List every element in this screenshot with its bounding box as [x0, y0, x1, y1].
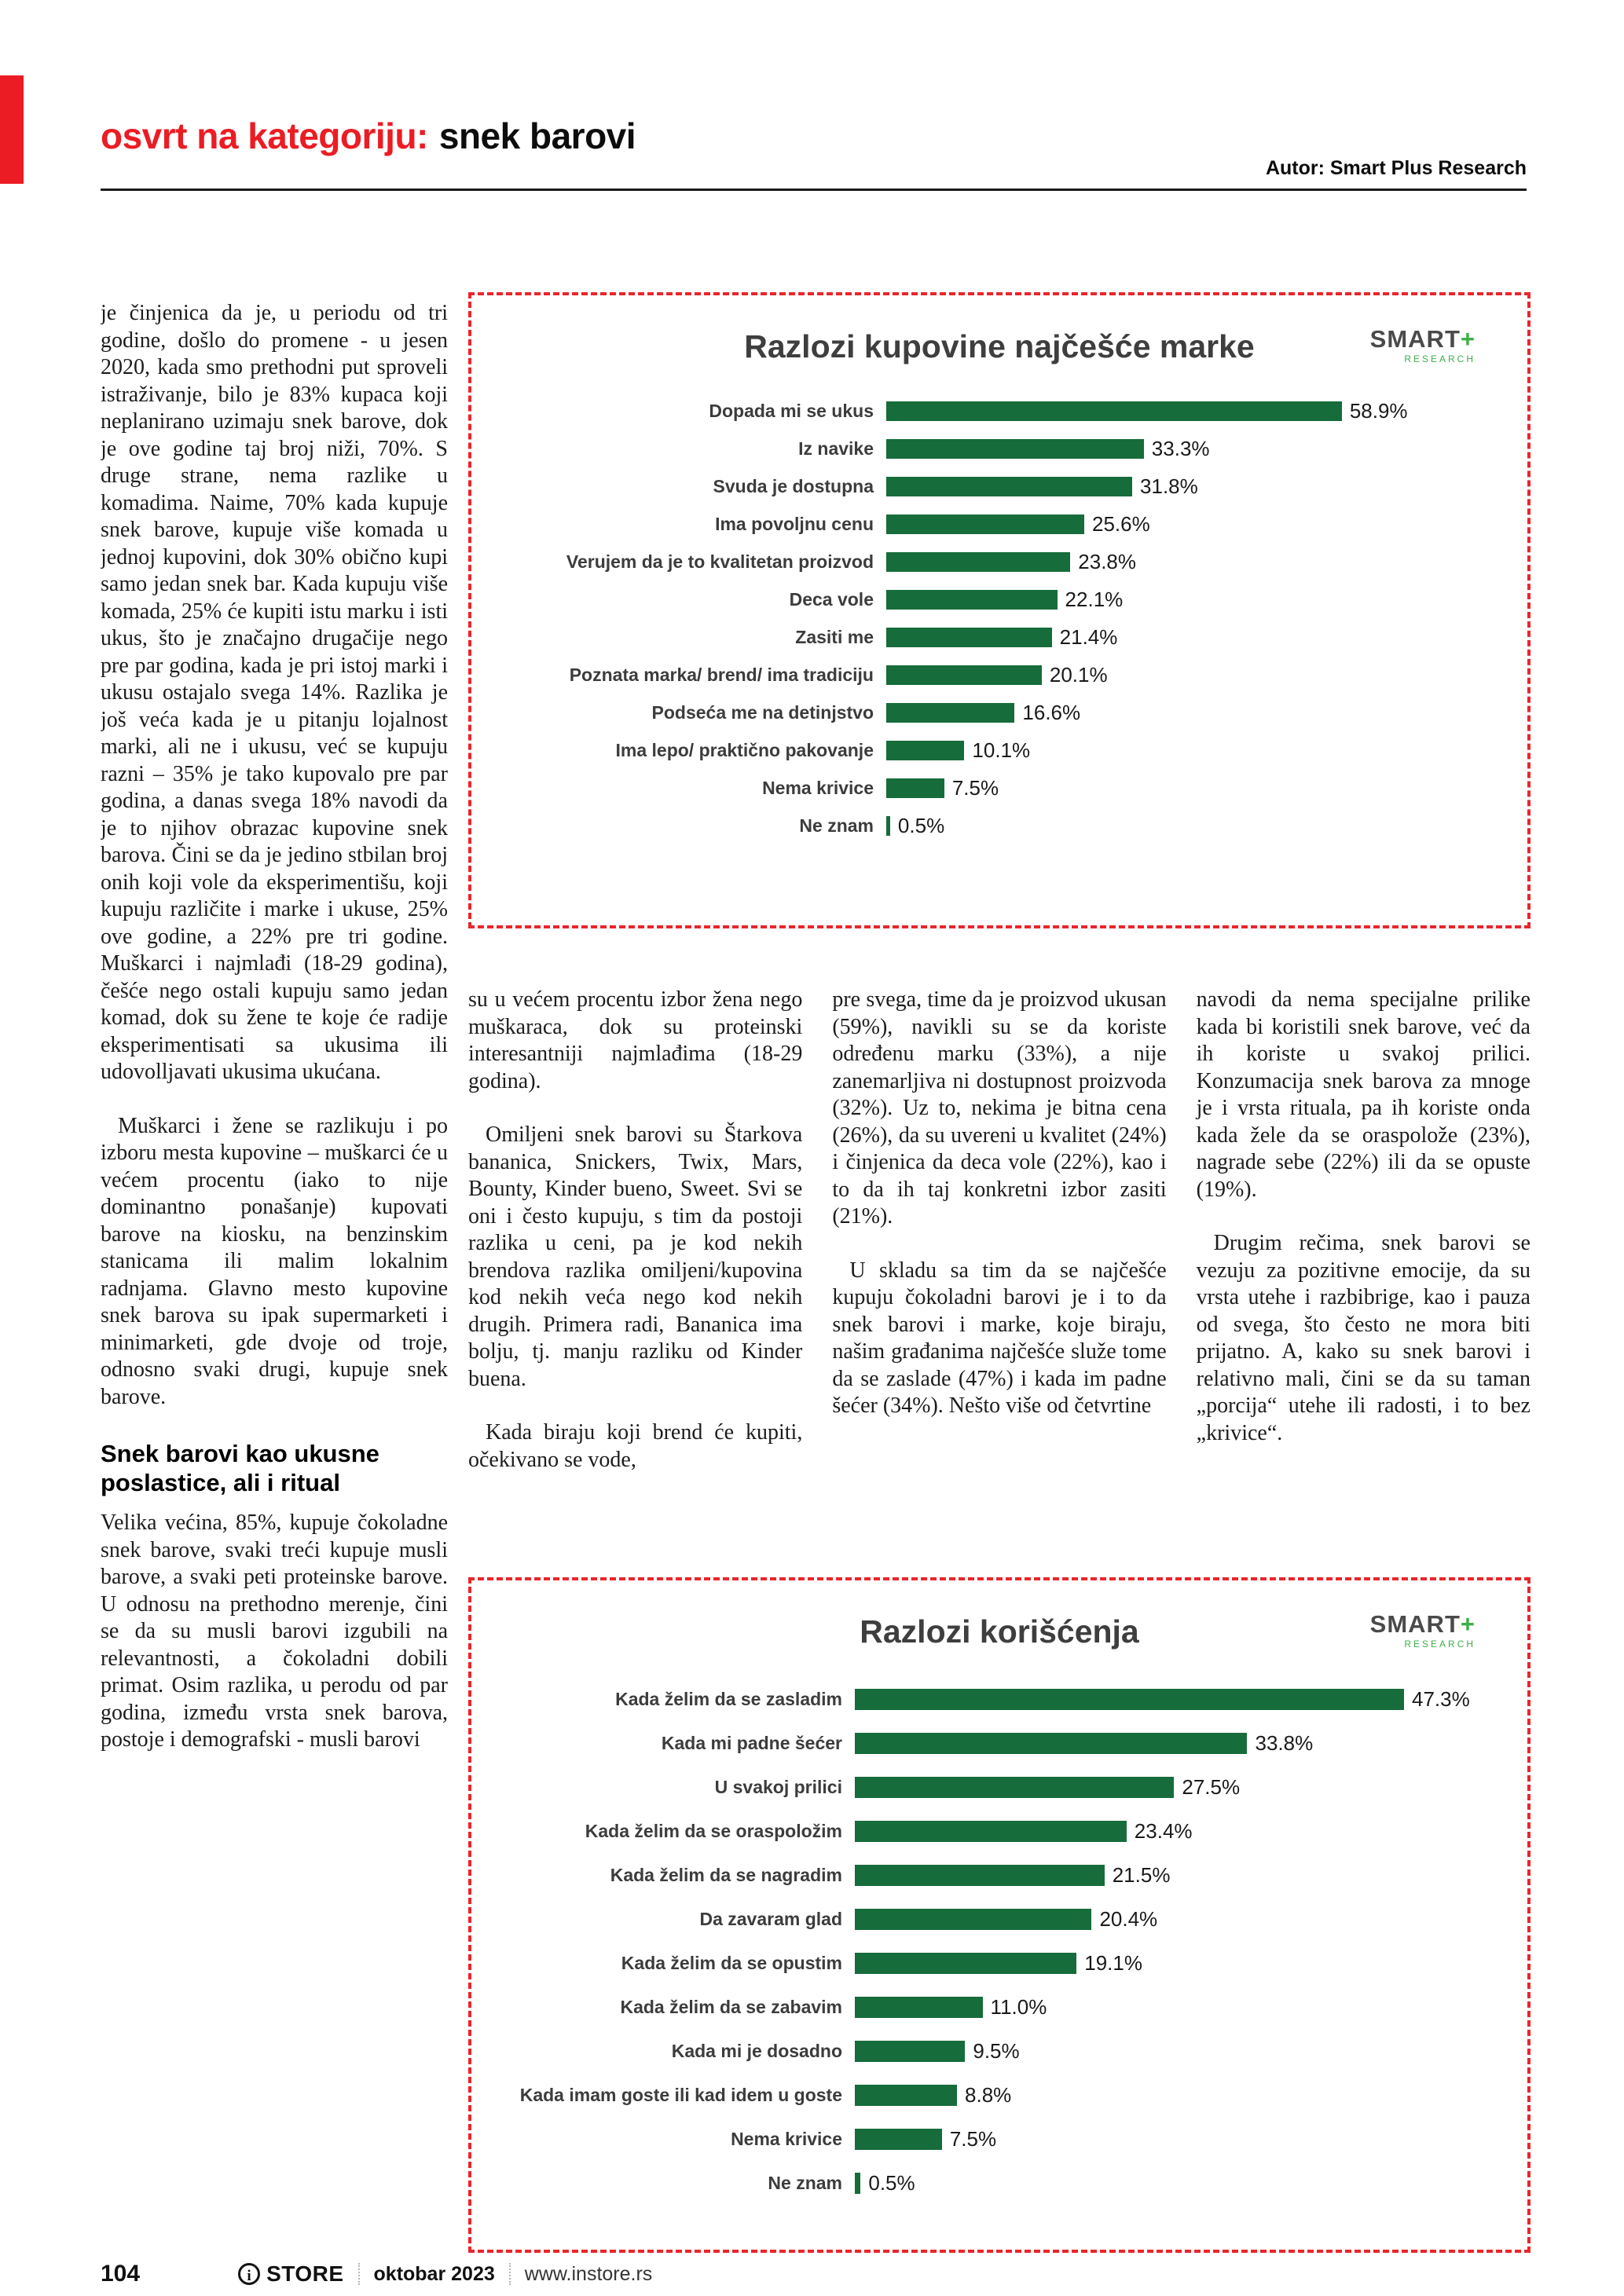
chart-bar-row — [517, 807, 1482, 844]
smart-logo-text — [1370, 327, 1476, 351]
plus-icon: + — [1460, 1610, 1476, 1638]
bar — [886, 628, 1052, 647]
bar — [855, 2129, 942, 2150]
bar-value-label: 20.4% — [1099, 1906, 1158, 1931]
instore-circle-icon: i — [238, 2263, 260, 2285]
smart-logo-brand: SMART — [1369, 1610, 1461, 1638]
bar-track — [855, 1687, 1482, 1712]
bar-track — [855, 1819, 1482, 1844]
bar-value-label: 8.8% — [965, 2082, 1012, 2107]
author-credit: Autor: Smart Plus Research — [1265, 157, 1527, 179]
chart-header — [471, 1580, 1527, 1650]
bar-value-label: 7.5% — [949, 2126, 997, 2151]
text-column-4 — [1197, 987, 1531, 1572]
bar-category-label: Kada mi padne šećer — [661, 1732, 842, 1753]
paragraph: Velika većina, 85%, kupuje čokoladne snek barove, svaki treći kupuje musli barove, a svaki peti proteinske barove. U odnosu na prethodno merenje, čini se da su musli barovi izgubili na relevantnosti, a čokoladni dobili primat. Osim razlika, u perodu od par godina, između vrsta snek barova, postoje i demografski - musli barovi — [101, 1511, 448, 1752]
bar-value-label: 31.8% — [1140, 474, 1198, 498]
bar-track — [855, 2039, 1482, 2063]
bar-value-label: 47.3% — [1411, 1686, 1470, 1711]
header-rule — [101, 189, 1527, 191]
bar-track — [886, 474, 1482, 499]
bar-category-label: Svuda je dostupna — [713, 475, 874, 496]
bar-track — [855, 1863, 1482, 1888]
bar — [886, 741, 964, 760]
smart-plus-logo — [1370, 327, 1476, 364]
paragraph: Drugim rečima, snek barovi se vezuju za pozitivne emocije, da su vrsta utehe i razbibrige, kao i pauza od svega, što često ne mora biti prijatno. A, kako su snek barovi i relativno mali, čini se da su taman „porcija“ utehe ili radosti, i to bez „krivice“. — [1196, 1231, 1531, 1445]
website-link[interactable]: www.instore.rs — [524, 2262, 653, 2285]
page-title — [101, 115, 636, 157]
bar — [855, 1953, 1076, 1974]
bar-category-label: Kada imam goste ili kad idem u goste — [519, 2084, 842, 2105]
paragraph: Kada biraju koji brend će kupiti, očekivano se vode, — [468, 1420, 803, 1472]
bar — [886, 816, 890, 836]
bar-category-label: Kada želim da se zabavim — [620, 1996, 842, 2017]
smart-logo-subtext: RESEARCH — [1404, 1639, 1476, 1650]
bar — [886, 778, 944, 798]
bar-value-label: 27.5% — [1182, 1774, 1241, 1799]
bar-track — [855, 2127, 1482, 2151]
bar-category-label: Kada mi je dosadno — [671, 2040, 842, 2061]
bar-value-label: 23.8% — [1078, 549, 1137, 573]
bar-value-label: 19.1% — [1084, 1950, 1142, 1975]
bar — [886, 552, 1070, 572]
bar — [886, 477, 1132, 496]
smart-plus-logo — [1370, 1612, 1476, 1650]
smart-logo-text — [1370, 1612, 1476, 1636]
bar-track — [855, 1907, 1482, 1932]
bar-track — [886, 588, 1482, 612]
bar-value-label: 0.5% — [897, 813, 945, 837]
bar — [886, 439, 1144, 459]
bar — [886, 590, 1058, 610]
bar-value-label: 33.8% — [1255, 1730, 1314, 1755]
bar-category-label: Deca vole — [789, 588, 874, 610]
bar-value-label: 25.6% — [1092, 511, 1150, 536]
bar-category-label: Kada želim da se nagradim — [610, 1864, 842, 1885]
page-number: 104 — [101, 2261, 141, 2287]
page-footer — [101, 2261, 1527, 2287]
bar — [855, 1777, 1174, 1798]
bar-track — [855, 1731, 1482, 1756]
bar-track — [886, 512, 1482, 536]
bar-value-label: 10.1% — [972, 738, 1031, 762]
bar-value-label: 23.4% — [1134, 1818, 1193, 1843]
category-label: osvrt na kategoriju: — [101, 115, 428, 156]
bar-value-label: 21.4% — [1059, 624, 1118, 649]
chart-bar-row — [517, 731, 1482, 769]
bar-category-label: Dopada mi se ukus — [709, 400, 874, 421]
bar-value-label: 11.0% — [990, 1994, 1047, 2019]
bar-track — [855, 1995, 1482, 2020]
bar-value-label: 33.3% — [1151, 436, 1210, 460]
bar-value-label: 0.5% — [868, 2170, 915, 2195]
store-logo — [238, 2261, 343, 2287]
bar — [855, 1865, 1105, 1886]
text-column-1 — [101, 300, 448, 2244]
chart-bar-row — [517, 2117, 1482, 2161]
text-column-3 — [832, 987, 1166, 1572]
chart-bar-row — [517, 2073, 1482, 2117]
chart-header — [471, 295, 1527, 365]
section-heading: Snek barovi kao ukusne poslastice, ali i ritual — [101, 1440, 379, 1496]
bar-chart — [471, 365, 1527, 844]
bar-category-label: Nema krivice — [762, 777, 874, 798]
paragraph: navodi da nema specijalne prilike kada bi koristili snek barove, već da ih koriste u svakoj prilici. Konzumacija snek barova za mnoge je i vrsta rituala, pa ih koriste onda kada žele da se oraspolože (23%), nagrade sebe (22%) ili da se opuste (19%). — [1196, 987, 1531, 1202]
chart-title: Razlozi korišćenja — [860, 1613, 1139, 1650]
chart-bar-row — [517, 1941, 1482, 1985]
bar-category-label: Ne znam — [799, 815, 874, 836]
smart-logo-subtext: RESEARCH — [1404, 353, 1476, 364]
bar-category-label: Zasiti me — [795, 626, 874, 647]
store-brand-text: STORE — [266, 2261, 344, 2286]
bar — [886, 703, 1014, 723]
bar-value-label: 22.1% — [1065, 587, 1124, 611]
chart-bar-row — [517, 2029, 1482, 2073]
bar — [855, 1689, 1404, 1710]
bar-category-label: Poznata marka/ brend/ ima tradiciju — [569, 664, 874, 685]
chart-usage-reasons — [468, 1577, 1531, 2253]
chart-bar-row — [517, 505, 1482, 543]
bar — [855, 1821, 1127, 1842]
paragraph: Omiljeni snek barovi su Štarkova bananica, Snickers, Twix, Mars, Bounty, Kinder bueno, Sweet. Svi se oni i često kupuju, s tim da postoji razlika u ceni, pa je kod nekih brendova razlika omiljeni/kupovina kod nekih veća nego kod nekih drugih. Primera radi, Bananica ima bolju, tj. manju razliku od Kinder buena. — [468, 1122, 803, 1391]
bar — [855, 2041, 965, 2062]
chart-bar-row — [517, 694, 1482, 731]
bar-value-label: 9.5% — [973, 2038, 1020, 2063]
issue-date: oktobar 2023 — [373, 2262, 495, 2285]
bar-track — [855, 2171, 1482, 2195]
bar-value-label: 20.1% — [1049, 662, 1108, 687]
bar-track — [855, 1951, 1482, 1976]
bar-category-label: Kada želim da se zasladim — [615, 1688, 842, 1709]
paragraph: U skladu sa tim da se najčešće kupuju čokoladni barovi je i to da snek barovi i marke, koje biraju, našim građanima najčešće služe tome da se zaslade (47%) i kada im padne šećer (34%). Nešto više od četvrtine — [832, 1258, 1167, 1418]
bar-value-label: 7.5% — [951, 775, 999, 800]
chart-bar-row — [517, 618, 1482, 656]
bar — [855, 1733, 1247, 1754]
chart-bar-row — [517, 1809, 1482, 1853]
plus-icon: + — [1460, 325, 1476, 353]
bar-category-label: Verujem da je to kvalitetan proizvod — [566, 551, 874, 572]
bar-track — [886, 399, 1482, 423]
paragraph: pre svega, time da je proizvod ukusan (59%), navikli su se da koriste određenu marku (33%), a nije zanemarljiva ni dostupnost proizvoda (32%). Uz to, nekima je bitna cena (26%), da su uvereni u kvalitet (24%) i činjenica da deca vole (22%), kao i to da ih taj konkretni izbor zasiti (21%). — [832, 987, 1167, 1229]
bar-track — [886, 437, 1482, 461]
bar-value-label: 58.9% — [1349, 398, 1408, 423]
bar-value-label: 16.6% — [1022, 700, 1081, 724]
bar-chart — [471, 1650, 1527, 2205]
bar-category-label: U svakoj prilici — [714, 1776, 842, 1797]
bar-category-label: Iz navike — [798, 438, 874, 459]
bar-category-label: Kada želim da se opustim — [621, 1952, 842, 1973]
bar — [886, 665, 1042, 685]
bar-category-label: Nema krivice — [731, 2128, 842, 2149]
chart-bar-row — [517, 1985, 1482, 2029]
chart-bar-row — [517, 392, 1482, 430]
bar-track — [886, 701, 1482, 725]
bar — [855, 2173, 860, 2194]
bar-track — [886, 776, 1482, 800]
chart-bar-row — [517, 580, 1482, 618]
category-title: snek barovi — [438, 115, 636, 156]
footer-divider — [358, 2263, 360, 2285]
chart-bar-row — [517, 467, 1482, 505]
chart-bar-row — [517, 1677, 1482, 1721]
bar-track — [886, 625, 1482, 650]
chart-purchase-reasons — [468, 292, 1531, 928]
bar-value-label: 21.5% — [1112, 1862, 1171, 1887]
chart-bar-row — [517, 769, 1482, 807]
chart-title: Razlozi kupovine najčešće marke — [744, 328, 1255, 364]
text-column-2 — [468, 987, 802, 1572]
footer-divider — [509, 2263, 511, 2285]
bar — [855, 1909, 1091, 1930]
paragraph: Muškarci i žene se razlikuju i po izboru mesta kupovine – muškarci će u većem procentu (iako to nije dominantno ponašanje) kupovati barove na kiosku, na benzinskim stanicama ili malim lokalnim radnjama. Glavno mesto kupovine snek barova su ipak supermarketi i minimarketi, gde dvoje od troje, odnosno svaki drugi, kupuje snek barove. — [101, 1113, 448, 1409]
chart-bar-row — [517, 543, 1482, 580]
bar-category-label: Podseća me na detinjstvo — [651, 701, 874, 723]
bar-track — [886, 663, 1482, 687]
smart-logo-brand: SMART — [1369, 325, 1461, 353]
chart-bar-row — [517, 430, 1482, 467]
bar — [855, 1997, 983, 2018]
page-corner-accent — [0, 75, 24, 184]
chart-bar-row — [517, 1897, 1482, 1941]
bar-category-label: Da zavaram glad — [699, 1908, 842, 1929]
chart-bar-row — [517, 1721, 1482, 1765]
bar-category-label: Kada želim da se oraspoložim — [585, 1820, 842, 1841]
bar — [886, 514, 1084, 534]
chart-bar-row — [517, 656, 1482, 694]
chart-bar-row — [517, 1765, 1482, 1809]
chart-bar-row — [517, 2161, 1482, 2205]
body-columns — [468, 987, 1531, 1572]
bar-track — [886, 550, 1482, 574]
bar — [886, 401, 1342, 421]
paragraph: je činjenica da je, u periodu od tri godine, došlo do promene - u jesen 2020, kada smo prethodni put sproveli istraživanje, bilo je 83% kupaca koji neplanirano uzimaju snek barove, dok je ove godine taj broj niži, 70%. S druge strane, nema razlike u komadima. Naime, 70% kada kupuje snek barove, kupuje više komada u jednoj kupovini, dok 30% obično kupi samo jedan snek bar. Kada kupuju više komada, 25% će kupiti istu marku i isti ukus, što je značajno drugačije nego pre par godina, kada je pri istoj marki i ukusu ostajalo svega 14%. Razlika je još veća kada je u pitanju lojalnost marki, ali ne i ukusu, već se kupuju razni – 35% je tako kupovalo pre par godina, a danas svega 18% navodi da je to njihov obrazac kupovine snek barova. Čini se da je jedino stbilan broj onih koji vole da eksperimentišu, koji kupuju različite i marke i ukuse, 25% ove godine, a 22% pre tri godine. Muškarci i najmlađi (18-29 godina), češće nego ostali kupuju samo jedan komad, dok su žene te koje će radije eksperimentisati sa ukusima ili udovolljavati ukusima ukućana. — [101, 301, 448, 1084]
bar-category-label: Ima lepo/ praktično pakovanje — [615, 739, 874, 760]
bar-category-label: Ne znam — [768, 2172, 842, 2193]
chart-bar-row — [517, 1853, 1482, 1897]
bar-track — [886, 738, 1482, 763]
bar — [855, 2085, 957, 2106]
bar-track — [855, 2083, 1482, 2107]
paragraph: su u većem procentu izbor žena nego muškaraca, dok su proteinski interesantniji najmlađima (18-29 godina). — [468, 987, 803, 1093]
bar-track — [855, 1775, 1482, 1800]
bar-category-label: Ima povoljnu cenu — [715, 513, 874, 534]
bar-track — [886, 814, 1482, 838]
